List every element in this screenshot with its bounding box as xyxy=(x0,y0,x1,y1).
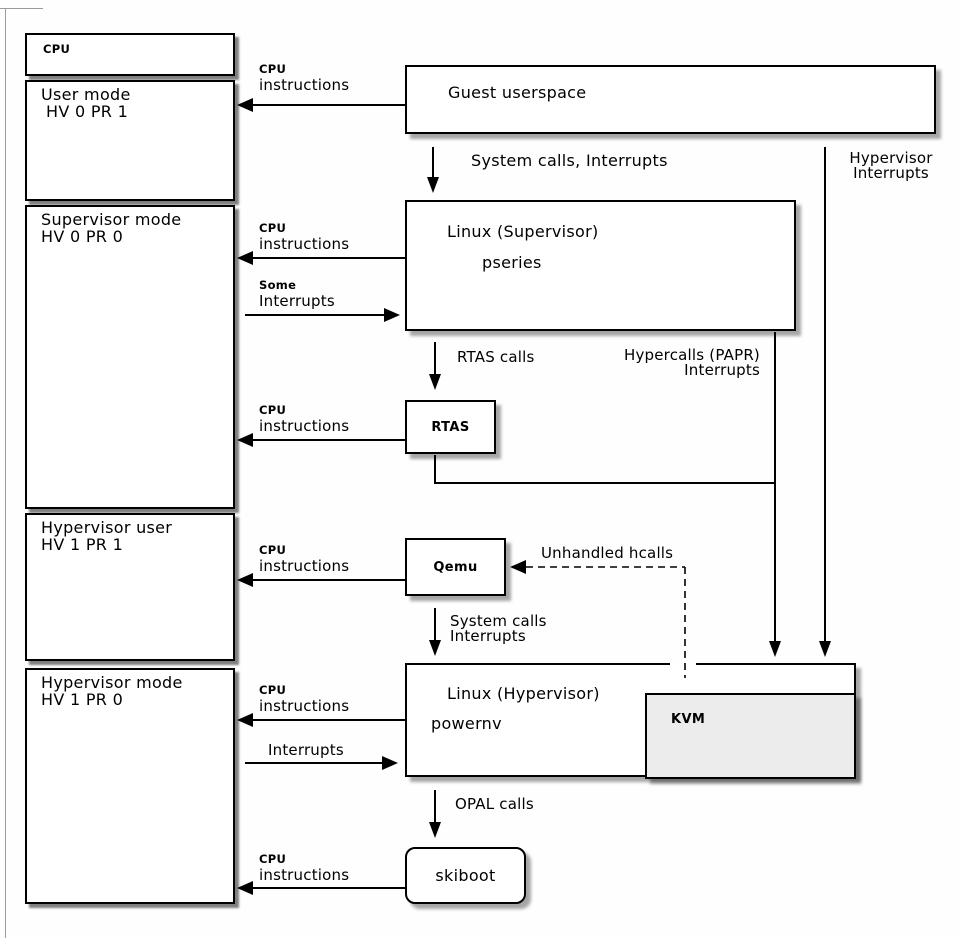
hypervisor-user-subtitle: HV 1 PR 1 xyxy=(41,535,124,554)
edge-label-some-interrupts: Some Interrupts xyxy=(259,278,335,310)
supervisor-mode-title: Supervisor mode xyxy=(41,210,182,229)
edge-label-cpu-instructions-rtas: CPU instructions xyxy=(259,403,350,435)
edge-label-rtas-calls: RTAS calls xyxy=(457,348,535,366)
linux-supervisor-subtitle: pseries xyxy=(482,253,542,272)
supervisor-mode-subtitle: HV 0 PR 0 xyxy=(41,227,124,246)
skiboot-label: skiboot xyxy=(435,866,496,885)
edge-label-opal-calls: OPAL calls xyxy=(455,795,534,813)
edge-label-qemu-system-calls: System calls Interrupts xyxy=(450,612,547,645)
edge-label-cpu-instructions-supervisor: CPU instructions xyxy=(259,221,350,253)
kvm-label: KVM xyxy=(671,712,706,727)
edge-label-system-calls-interrupts: System calls, Interrupts xyxy=(471,151,668,170)
edge-label-cpu-instructions-qemu: CPU instructions xyxy=(259,543,350,575)
edge-label-cpu-instructions-hypervisor: CPU instructions xyxy=(259,683,350,715)
linux-hypervisor-subtitle: powernv xyxy=(431,714,502,733)
edge-label-hypercalls-papr: Hypercalls (PAPR) Interrupts xyxy=(623,346,760,379)
hypervisor-mode-title: Hypervisor mode xyxy=(41,673,183,692)
qemu-label: Qemu xyxy=(433,559,478,575)
cpu-box-label: CPU xyxy=(43,42,71,56)
user-mode-title: User mode xyxy=(41,85,131,104)
edge-label-unhandled-hcalls: Unhandled hcalls xyxy=(541,544,674,562)
user-mode-subtitle: HV 0 PR 1 xyxy=(46,102,129,121)
rtas-label: RTAS xyxy=(431,419,470,435)
guest-userspace-label: Guest userspace xyxy=(448,83,587,102)
edge-label-cpu-instructions-user: CPU instructions xyxy=(259,62,350,94)
edge-label-cpu-instructions-skiboot: CPU instructions xyxy=(259,852,350,884)
linux-hypervisor-title: Linux (Hypervisor) xyxy=(447,684,600,703)
hypervisor-user-title: Hypervisor user xyxy=(41,518,173,537)
linux-supervisor-title: Linux (Supervisor) xyxy=(447,222,599,241)
hypervisor-mode-subtitle: HV 1 PR 0 xyxy=(41,690,124,709)
edge-label-interrupts: Interrupts xyxy=(268,741,344,759)
edge-label-hypervisor-interrupts: Hypervisor Interrupts xyxy=(849,149,933,182)
